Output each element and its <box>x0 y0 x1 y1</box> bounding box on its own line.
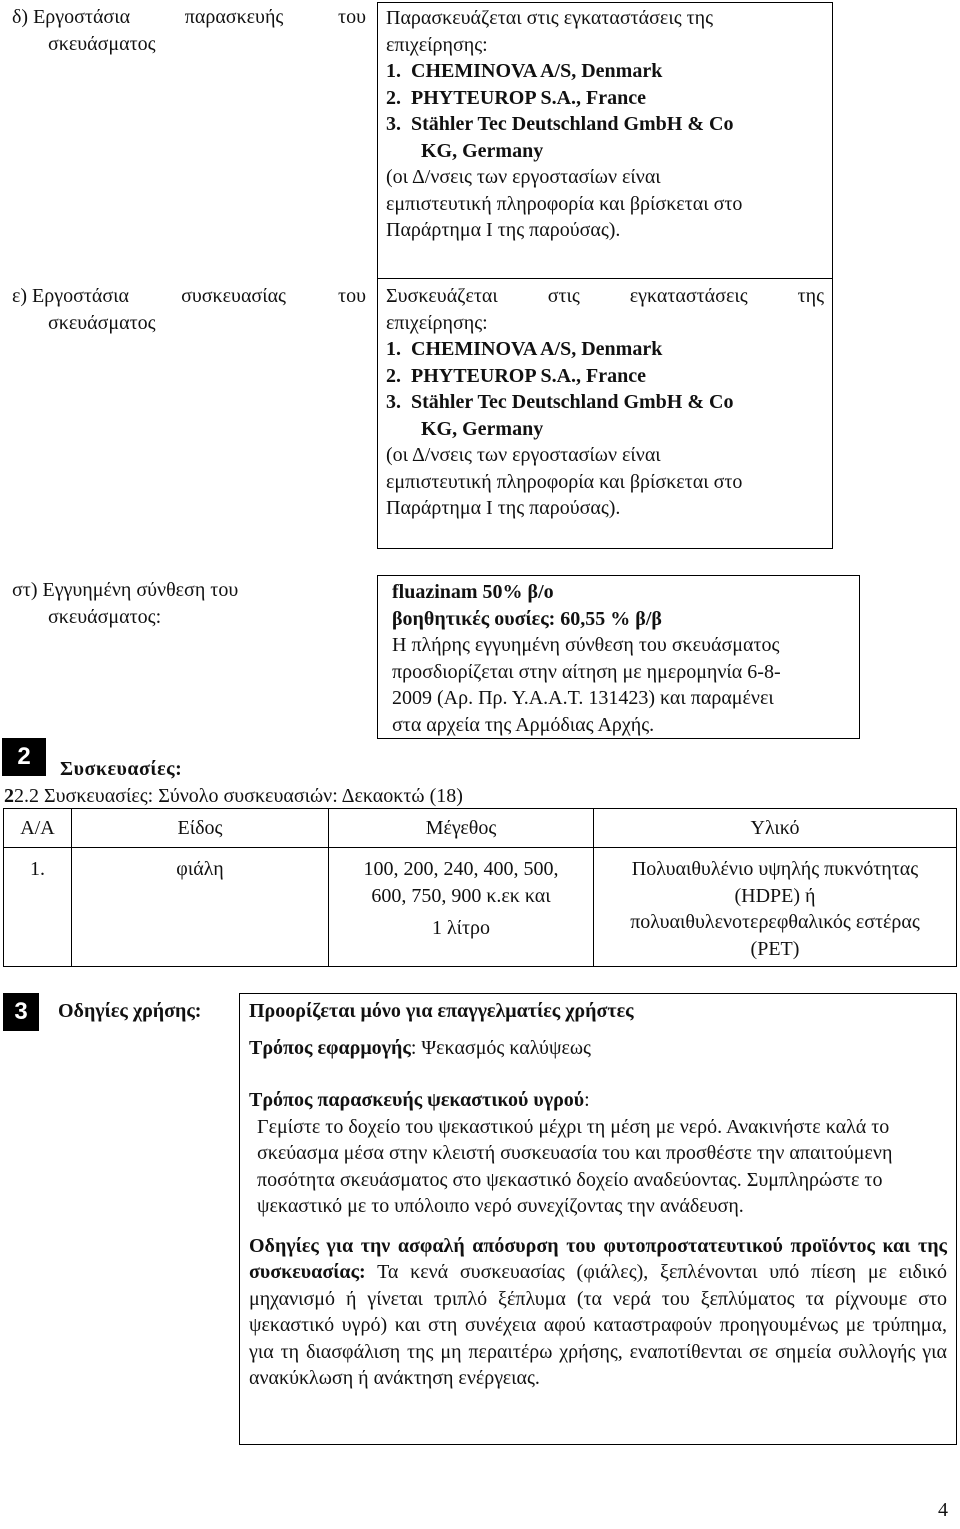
composition-line-5: 2009 (Αρ. Πρ. Υ.Α.Α.Τ. 131423) και παραμένει <box>392 687 774 709</box>
section-d-note-2: εμπιστευτική πληροφορία και βρίσκεται στο <box>386 192 743 215</box>
section-e-label-b: συσκευασίας <box>181 285 286 307</box>
section-3-box <box>239 993 957 1445</box>
section-2-subheading: 22.2 Συσκευασίες: Σύνολο συσκευασιών: Δεκαοκτώ (18) <box>4 785 463 807</box>
section-e-label-c: του <box>338 285 366 307</box>
disposal-text: Τα κενά συσκευασίας (φιάλες), ξεπλένονται υπό πίεση με ειδικό μηχανισμό ή γίνεται τριπλό ξέπλυμα (τα νερά του ξεπλύματος τα ρίχνουμε στο ψεκαστικό υγρό) και στη συνέχεια αφού καταστραφούν προηγουμένως με τρύπημα, για τη διασφάλιση της μη περαιτέρω χρήσης, εναποτίθενται σε σημεία συλλογής για ανακύκλωση ή ανάκτηση ενέργειας. <box>249 1261 947 1389</box>
cell-material-1: Πολυαιθυλένιο υψηλής πυκνότητας <box>631 858 919 880</box>
section-3-label: Οδηγίες χρήσης: <box>58 1000 202 1022</box>
section-e-intro-b: στις <box>547 285 580 307</box>
section-d-label-c: του <box>338 6 366 28</box>
section-e-note-2: εμπιστευτική πληροφορία και βρίσκεται στο <box>386 470 743 493</box>
cell-aa: 1. <box>4 848 72 967</box>
section-e-intro-d: της <box>797 285 824 307</box>
header-size: Μέγεθος <box>329 809 594 848</box>
cell-size-2: 600, 750, 900 κ.εκ και <box>371 884 551 907</box>
cell-size-3: 1 λίτρο <box>431 917 491 939</box>
table-row <box>4 848 957 967</box>
application-value: : Ψεκασμός καλύψεως <box>410 1036 591 1059</box>
composition-line-4: προσδιορίζεται στην αίτηση με ημερομηνία 6-8- <box>392 660 781 683</box>
section-e-item-2: 2. PHYTEUROP S.A., France <box>386 364 646 387</box>
section-d-label <box>12 4 366 57</box>
page-number: 4 <box>938 1499 948 1521</box>
section-d-note-1: (οι Δ/νσεις των εργοστασίων είναι <box>386 166 661 188</box>
disposal-paragraph <box>249 1233 947 1392</box>
packaging-table <box>3 808 957 967</box>
section-e-intro-a: Συσκευάζεται <box>386 285 498 307</box>
preparation-label: Τρόπος παρασκευής ψεκαστικού υγρού <box>249 1089 585 1111</box>
section-d-label-2: σκευάσματος <box>48 32 156 55</box>
section-d-item-2: 2. PHYTEUROP S.A., France <box>386 86 646 109</box>
cell-size <box>329 848 594 967</box>
cell-material <box>594 848 957 967</box>
header-aa: Α/Α <box>4 809 72 848</box>
section-d-note-3: Παράρτημα Ι της παρούσας). <box>386 219 621 241</box>
composition-active: fluazinam 50% β/ο <box>392 581 554 603</box>
preparation-heading <box>249 1087 947 1114</box>
packaging-table-header <box>4 809 957 848</box>
section-d-item-1: 1. CHEMINOVA A/S, Denmark <box>386 60 663 82</box>
section-e-item-1: 1. CHEMINOVA A/S, Denmark <box>386 338 663 360</box>
section-e-box <box>377 279 833 549</box>
section-e-label-a: ε) Εργοστάσια <box>12 285 130 307</box>
section-e-label-2: σκευάσματος <box>48 311 156 334</box>
section-d-label-b: παρασκευής <box>184 6 284 28</box>
section-e-intro-2: επιχείρησης: <box>386 311 488 334</box>
section-2-subheading-text: 2.2 Συσκευασίες: Σύνολο συσκευασιών: Δεκαοκτώ (18) <box>14 785 463 807</box>
application-method <box>249 1035 947 1062</box>
section-e-note-3: Παράρτημα Ι της παρούσας). <box>386 497 621 519</box>
section-2-number: 2 <box>2 738 46 776</box>
disposal-label: Οδηγίες για την ασφαλή απόσυρση του φυτοπροστατευτικού προϊόντος και της συσκευασίας: <box>249 1234 947 1283</box>
cell-material-2: (HDPE) ή <box>734 884 816 907</box>
cell-material-4: (PET) <box>750 937 800 960</box>
composition-auxiliary: βοηθητικές ουσίες: 60,55 % β/β <box>392 607 662 630</box>
section-e-intro-c: εγκαταστάσεις <box>629 285 748 307</box>
section-d-label-a: δ) Εργοστάσια <box>12 6 131 28</box>
section-st-box <box>377 575 860 739</box>
section-e-note-1: (οι Δ/νσεις των εργοστασίων είναι <box>386 444 661 466</box>
section-3-number: 3 <box>3 993 39 1031</box>
professional-use: Προορίζεται μόνο για επαγγελματίες χρήστες <box>249 1000 634 1022</box>
section-e-label <box>12 283 366 336</box>
preparation-colon: : <box>584 1089 590 1111</box>
section-st-label-1: στ) Εγγυημένη σύνθεση του <box>12 579 239 601</box>
section-d-item-3-cont: KG, Germany <box>421 139 544 162</box>
section-e-item-3-cont: KG, Germany <box>421 417 544 440</box>
composition-line-6: στα αρχεία της Αρμόδιας Αρχής. <box>392 713 655 736</box>
cell-material-3: πολυαιθυλενοτερεφθαλικός εστέρας <box>630 911 920 933</box>
preparation-text: Γεμίστε το δοχείο του ψεκαστικού μέχρι τη μέση με νερό. Ανακινήστε καλά το σκεύασμα μέσα στην κλειστή συσκευασία του και προσθέστε την απαιτούμενη ποσότητα σκευάσματος στο ψεκαστικό δοχείο αναδεύοντας. Συμπληρώστε το ψεκαστικό με το υπόλοιπο νερό συνεχίζοντας την ανάδευση. <box>257 1115 893 1217</box>
section-st-label <box>12 577 366 630</box>
section-d-intro: Παρασκευάζεται στις εγκαταστάσεις της επιχείρησης: <box>386 7 714 56</box>
application-label: Τρόπος εφαρμογής <box>249 1036 411 1059</box>
section-e-item-3: 3. Stähler Tec Deutschland GmbH & Co <box>386 391 734 413</box>
cell-type: φιάλη <box>72 848 329 967</box>
section-2-heading: Συσκευασίες: <box>60 758 183 780</box>
header-material: Υλικό <box>594 809 957 848</box>
header-type: Είδος <box>72 809 329 848</box>
section-d-box <box>377 2 833 279</box>
cell-size-1: 100, 200, 240, 400, 500, <box>363 858 559 880</box>
composition-line-3: Η πλήρης εγγυημένη σύνθεση του σκευάσματος <box>392 634 780 656</box>
section-st-label-2: σκευάσματος: <box>48 605 162 628</box>
section-d-item-3: 3. Stähler Tec Deutschland GmbH & Co <box>386 113 734 135</box>
